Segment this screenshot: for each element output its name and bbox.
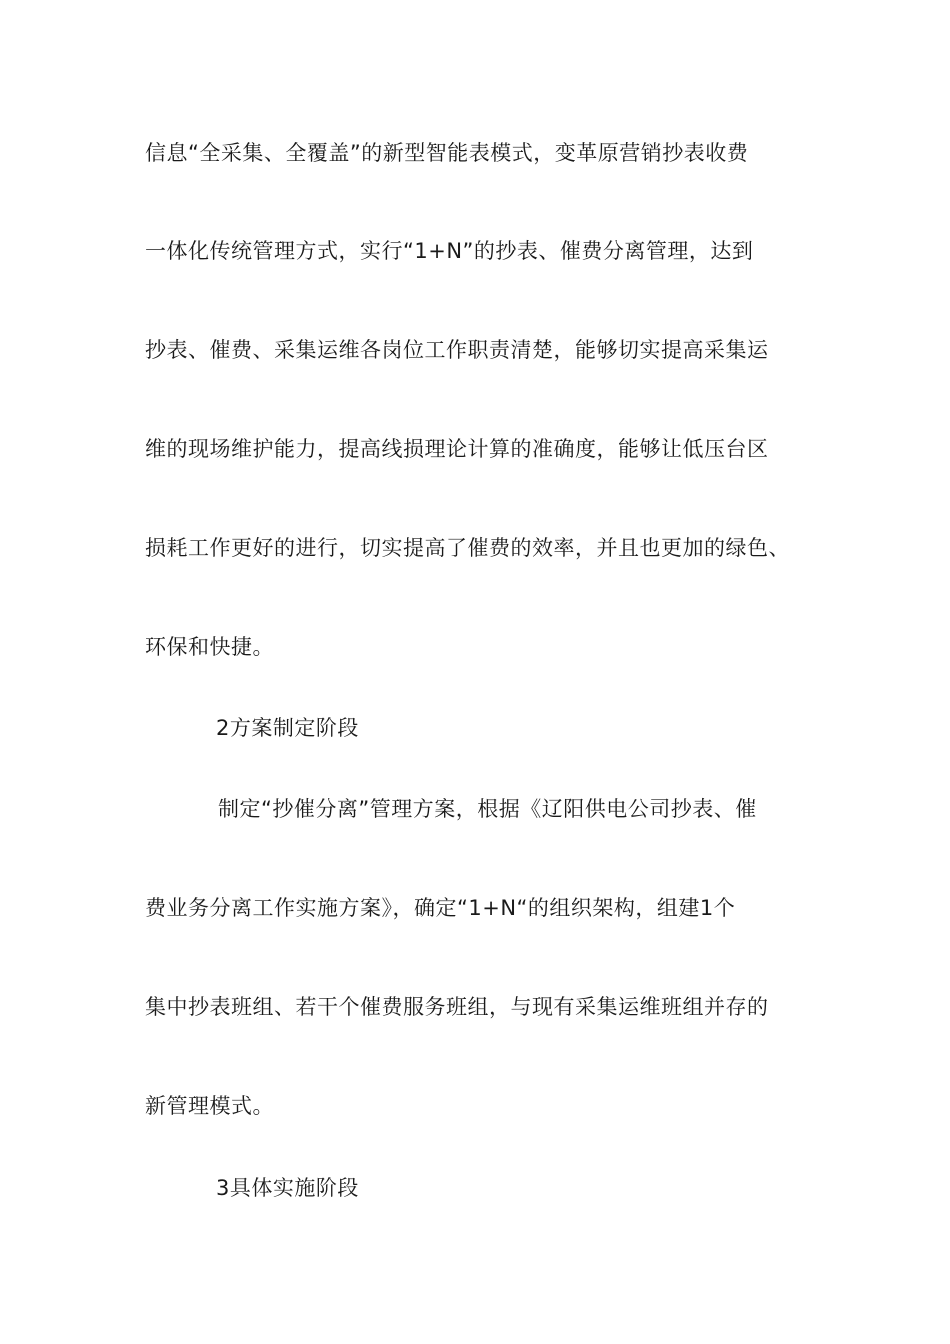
- section-heading: 3具体实施阶段: [216, 1176, 359, 1200]
- paragraph-line: 抄表、催费、采集运维各岗位工作职责清楚，能够切实提高采集运: [145, 338, 769, 362]
- paragraph-line: 集中抄表班组、若干个催费服务班组，与现有采集运维班组并存的: [145, 995, 769, 1019]
- paragraph-line: 一体化传统管理方式，实行“1+N”的抄表、催费分离管理，达到: [145, 239, 754, 263]
- paragraph-line: 费业务分离工作实施方案》，确定“1+N“的组织架构，组建1个: [145, 896, 736, 920]
- section-heading: 2方案制定阶段: [216, 716, 359, 740]
- paragraph-line: 新管理模式。: [145, 1094, 274, 1118]
- paragraph-line: 制定“抄催分离”管理方案，根据《辽阳供电公司抄表、催: [218, 797, 757, 821]
- paragraph-line: 损耗工作更好的进行，切实提高了催费的效率，并且也更加的绿色、: [145, 536, 790, 560]
- paragraph-line: 环保和快捷。: [145, 635, 274, 659]
- paragraph-line: 维的现场维护能力，提高线损理论计算的准确度，能够让低压台区: [145, 437, 769, 461]
- paragraph-line: 信息“全采集、全覆盖”的新型智能表模式，变革原营销抄表收费: [145, 141, 749, 165]
